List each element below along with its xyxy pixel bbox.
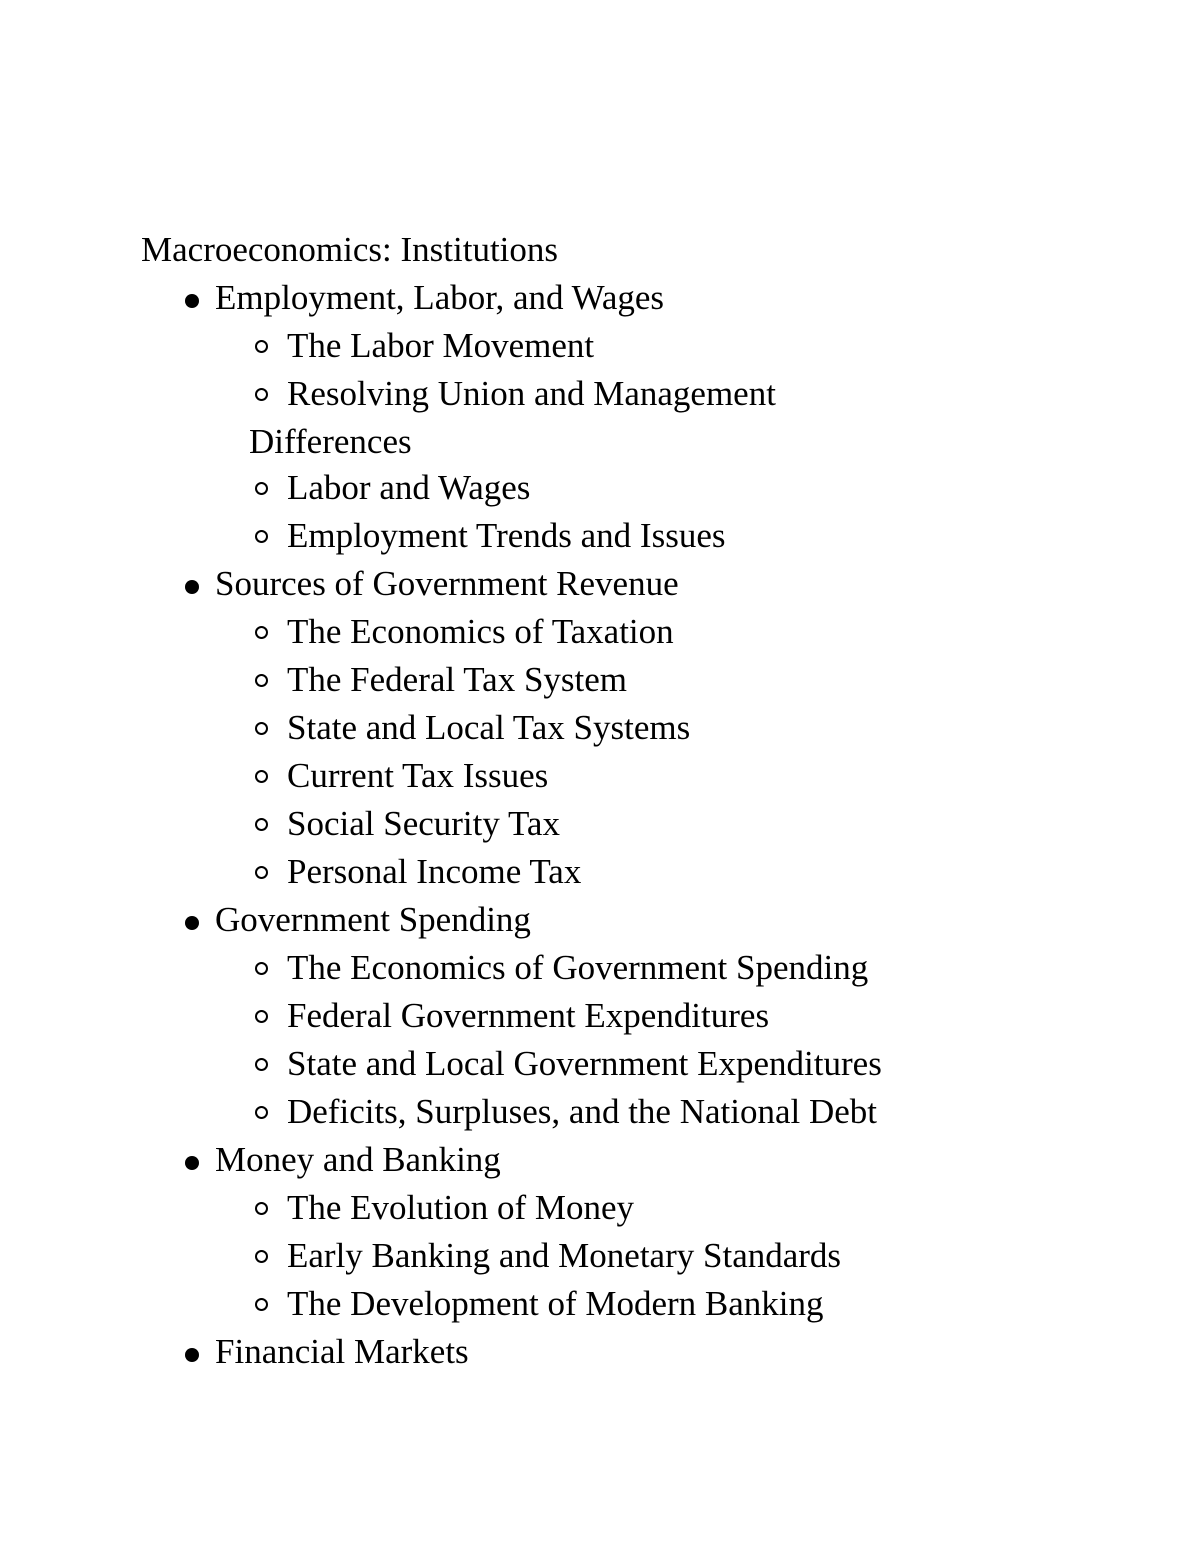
- list-item: [141, 656, 1041, 704]
- list-item-label: Employment Trends and Issues: [287, 516, 726, 555]
- hollow-bullet-icon: [255, 770, 268, 783]
- list-item: [141, 464, 1041, 512]
- list-item-label: Deficits, Surpluses, and the National Debt: [287, 1092, 878, 1131]
- hollow-bullet-icon: [255, 530, 268, 543]
- hollow-bullet-icon: [255, 962, 268, 975]
- hollow-bullet-icon: [255, 340, 268, 353]
- filled-bullet-icon: [185, 1156, 199, 1170]
- list-item-label-continuation: Differences: [249, 422, 412, 461]
- list-item-label: The Economics of Taxation: [287, 612, 674, 651]
- list-item-label: Labor and Wages: [287, 468, 531, 507]
- list-item-label: Resolving Union and Management: [287, 374, 776, 413]
- hollow-bullet-icon: [255, 1202, 268, 1215]
- list-item: [141, 944, 1041, 992]
- hollow-bullet-icon: [255, 818, 268, 831]
- outline: [141, 226, 1041, 1376]
- hollow-bullet-icon: [255, 1106, 268, 1119]
- list-item: [141, 1232, 1041, 1280]
- list-item-label: The Evolution of Money: [287, 1188, 635, 1227]
- hollow-bullet-icon: [255, 1010, 268, 1023]
- list-item: [141, 752, 1041, 800]
- hollow-bullet-icon: [255, 626, 268, 639]
- hollow-bullet-icon: [255, 722, 268, 735]
- list-item: [141, 370, 1041, 464]
- hollow-bullet-icon: [255, 674, 268, 687]
- list-item-label: Current Tax Issues: [287, 756, 549, 795]
- filled-bullet-icon: [185, 1348, 199, 1362]
- list-item-label: Social Security Tax: [287, 804, 560, 843]
- list-item: [141, 1184, 1041, 1232]
- filled-bullet-icon: [185, 916, 199, 930]
- section-money-banking: [141, 1136, 1041, 1184]
- section-label: Government Spending: [215, 900, 531, 939]
- list-item-label: The Development of Modern Banking: [287, 1284, 824, 1323]
- list-item: [141, 992, 1041, 1040]
- list-item-label: State and Local Tax Systems: [287, 708, 691, 747]
- section-label: Employment, Labor, and Wages: [215, 278, 665, 317]
- section-financial-markets: [141, 1328, 1041, 1376]
- filled-bullet-icon: [185, 580, 199, 594]
- list-item: [141, 1040, 1041, 1088]
- hollow-bullet-icon: [255, 482, 268, 495]
- list-item: [141, 608, 1041, 656]
- list-item-label: The Labor Movement: [287, 326, 595, 365]
- list-item-label: Early Banking and Monetary Standards: [287, 1236, 842, 1275]
- list-item-label: The Federal Tax System: [287, 660, 628, 699]
- list-item: [141, 322, 1041, 370]
- list-item: [141, 1280, 1041, 1328]
- hollow-bullet-icon: [255, 388, 268, 401]
- list-item-label: State and Local Government Expenditures: [287, 1044, 882, 1083]
- hollow-bullet-icon: [255, 1250, 268, 1263]
- section-government-revenue: [141, 560, 1041, 608]
- filled-bullet-icon: [185, 294, 199, 308]
- section-label: Sources of Government Revenue: [215, 564, 679, 603]
- list-item: [141, 704, 1041, 752]
- document-title: Macroeconomics: Institutions: [141, 230, 559, 269]
- section-label: Financial Markets: [215, 1332, 469, 1371]
- section-employment: [141, 274, 1041, 322]
- list-item: [141, 848, 1041, 896]
- section-government-spending: [141, 896, 1041, 944]
- hollow-bullet-icon: [255, 1298, 268, 1311]
- list-item: [141, 1088, 1041, 1136]
- list-item: [141, 512, 1041, 560]
- section-label: Money and Banking: [215, 1140, 501, 1179]
- list-item-label: Personal Income Tax: [287, 852, 582, 891]
- hollow-bullet-icon: [255, 866, 268, 879]
- hollow-bullet-icon: [255, 1058, 268, 1071]
- list-item-label: Federal Government Expenditures: [287, 996, 770, 1035]
- list-item-label: The Economics of Government Spending: [287, 948, 869, 987]
- list-item: [141, 800, 1041, 848]
